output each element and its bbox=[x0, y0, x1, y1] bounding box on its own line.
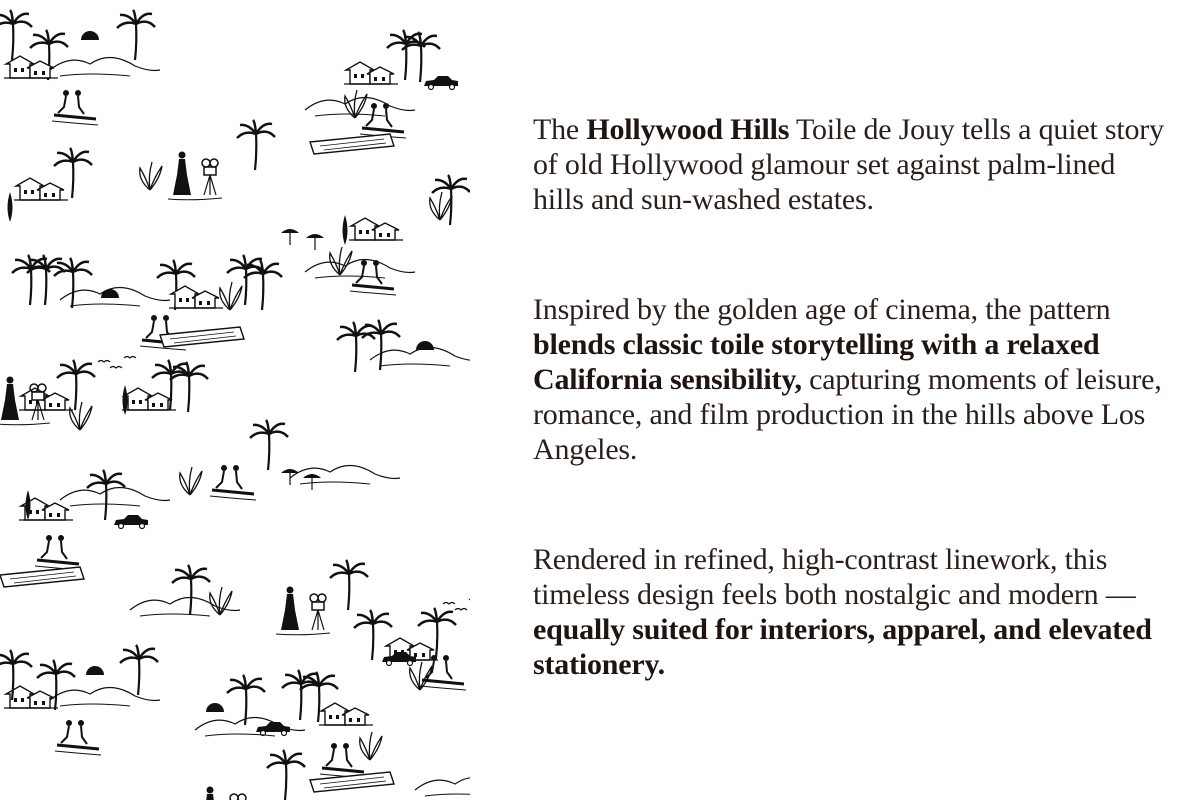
paragraph-inspiration bbox=[533, 292, 1173, 467]
description-panel bbox=[533, 112, 1173, 682]
text-span: Rendered in refined, high-contrast linework, this timeless design feels both nostalgic and modern — bbox=[533, 543, 1136, 611]
paragraph-intro bbox=[533, 112, 1173, 217]
toile-pattern-panel bbox=[0, 0, 470, 800]
text-span: The bbox=[533, 113, 587, 146]
toile-pattern-illustration bbox=[0, 0, 470, 800]
text-span: Inspired by the golden age of cinema, the pattern bbox=[533, 293, 1111, 326]
bold-highlight: equally suited for interiors, apparel, and elevated stationery. bbox=[533, 613, 1152, 681]
paragraph-rendering bbox=[533, 542, 1173, 682]
bold-product-name: Hollywood Hills bbox=[586, 113, 790, 146]
text-span: Toile de Jouy tells a quiet story of old Hollywood glamour set against palm-lined hills and sun-washed estates. bbox=[533, 113, 1164, 216]
text-span: capturing moments of leisure, romance, and film production in the hills above Los Angeles. bbox=[533, 363, 1162, 466]
bold-highlight: blends classic toile storytelling with a relaxed California sensibility, bbox=[533, 328, 1100, 396]
